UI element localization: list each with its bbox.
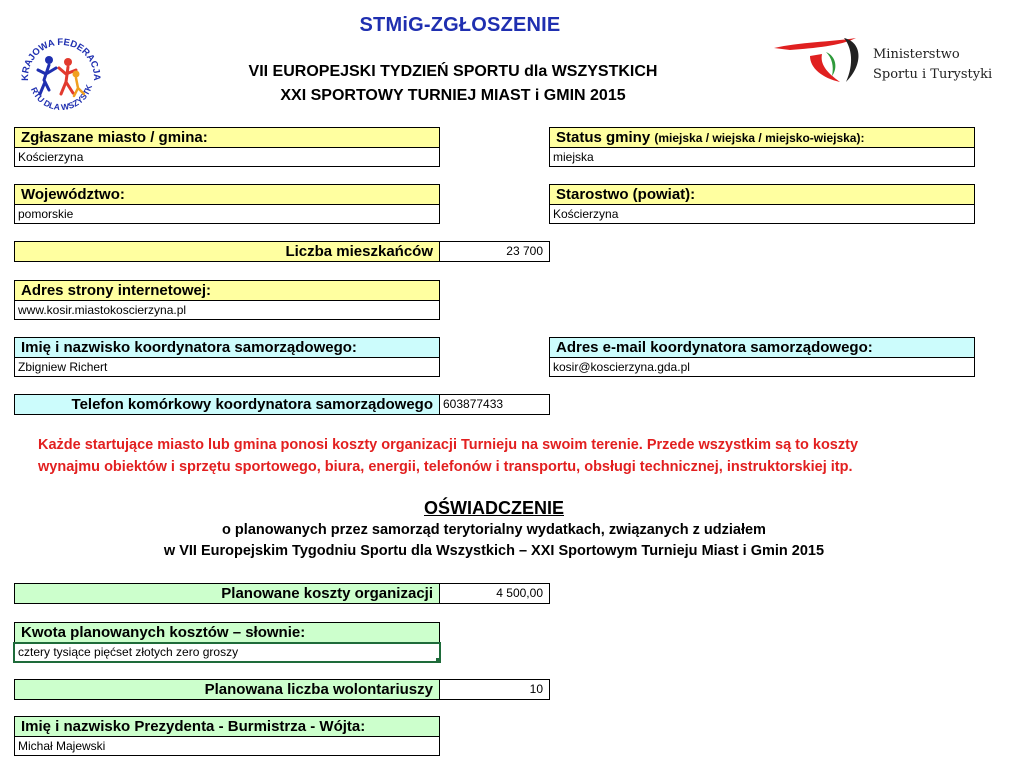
coordinator-email-label: Adres e-mail koordynatora samorządowego: (549, 337, 975, 358)
planned-costs-label: Planowane koszty organizacji (14, 583, 440, 604)
population-field[interactable]: 23 700 (440, 241, 550, 262)
document-title: STMiG-ZGŁOSZENIE (359, 14, 561, 36)
declaration-title: OŚWIADCZENIE (423, 498, 564, 518)
declaration-line-1: o planowanych przez samorząd terytorialny wydatkach, związanych z udziałem (222, 522, 766, 538)
volunteers-field[interactable]: 10 (440, 679, 550, 700)
city-field[interactable]: Kościerzyna (14, 148, 440, 167)
voivodeship-label: Województwo: (14, 184, 440, 205)
ministry-logo (770, 34, 866, 90)
cell-fill-handle[interactable] (436, 658, 441, 663)
website-field[interactable]: www.kosir.miastokoscierzyna.pl (14, 301, 440, 320)
ministry-name-line-1: Ministerstwo (873, 47, 960, 62)
planned-costs-field[interactable]: 4 500,00 (440, 583, 550, 604)
population-label: Liczba mieszkańców (14, 241, 440, 262)
tournament-title: XXI SPORTOWY TURNIEJ MIAST i GMIN 2015 (280, 87, 626, 104)
cost-warning (38, 434, 978, 478)
county-field[interactable]: Kościerzyna (549, 205, 975, 224)
status-field[interactable]: miejska (549, 148, 975, 167)
declaration-line-2: w VII Europejskim Tygodniu Sportu dla Wszystkich – XXI Sportowym Turnieju Miast i Gmin 2015 (163, 543, 825, 559)
ministry-name (873, 45, 992, 85)
costs-words-field[interactable]: cztery tysiące pięćset złotych zero groszy (14, 643, 440, 662)
svg-text:SPORTU DLA WSZYSTKICH: RTU DLA WSZYSTK (28, 83, 95, 113)
coordinator-name-label: Imię i nazwisko koordynatora samorządowego: (14, 337, 440, 358)
svg-text:KRAJOWA FEDERACJA: KRAJOWA FEDERACJA (19, 36, 103, 81)
mayor-label: Imię i nazwisko Prezydenta - Burmistrza - Wójta: (14, 716, 440, 737)
coordinator-name-field[interactable]: Zbigniew Richert (14, 358, 440, 377)
cost-warning-line-1: Każde startujące miasto lub gmina ponosi koszty organizacji Turnieju na swoim terenie. Przede wszystkim są to koszty (38, 437, 859, 453)
status-label (549, 127, 975, 148)
city-label: Zgłaszane miasto / gmina: (14, 127, 440, 148)
status-label-note: (miejska / wiejska / miejsko-wiejska): (654, 131, 865, 145)
event-title: VII EUROPEJSKI TYDZIEŃ SPORTU dla WSZYSTKICH (248, 63, 658, 80)
voivodeship-field[interactable]: pomorskie (14, 205, 440, 224)
website-label: Adres strony internetowej: (14, 280, 440, 301)
volunteers-label: Planowana liczba wolontariuszy (14, 679, 440, 700)
costs-words-label: Kwota planowanych kosztów – słownie: (14, 622, 440, 643)
coordinator-phone-field[interactable]: 603877433 (440, 394, 550, 415)
coordinator-email-field[interactable]: kosir@koscierzyna.gda.pl (549, 358, 975, 377)
ministry-name-line-2: Sportu i Turystyki (873, 67, 993, 82)
coordinator-phone-label: Telefon komórkowy koordynatora samorządowego (14, 394, 440, 415)
cost-warning-line-2: wynajmu obiektów i sprzętu sportowego, biura, energii, telefonów i transportu, obsługi technicznej, instruktorskiej itp. (38, 459, 853, 475)
status-label-text: Status gminy (556, 129, 651, 146)
county-label: Starostwo (powiat): (549, 184, 975, 205)
mayor-field[interactable]: Michał Majewski (14, 737, 440, 756)
federation-logo (16, 30, 106, 120)
